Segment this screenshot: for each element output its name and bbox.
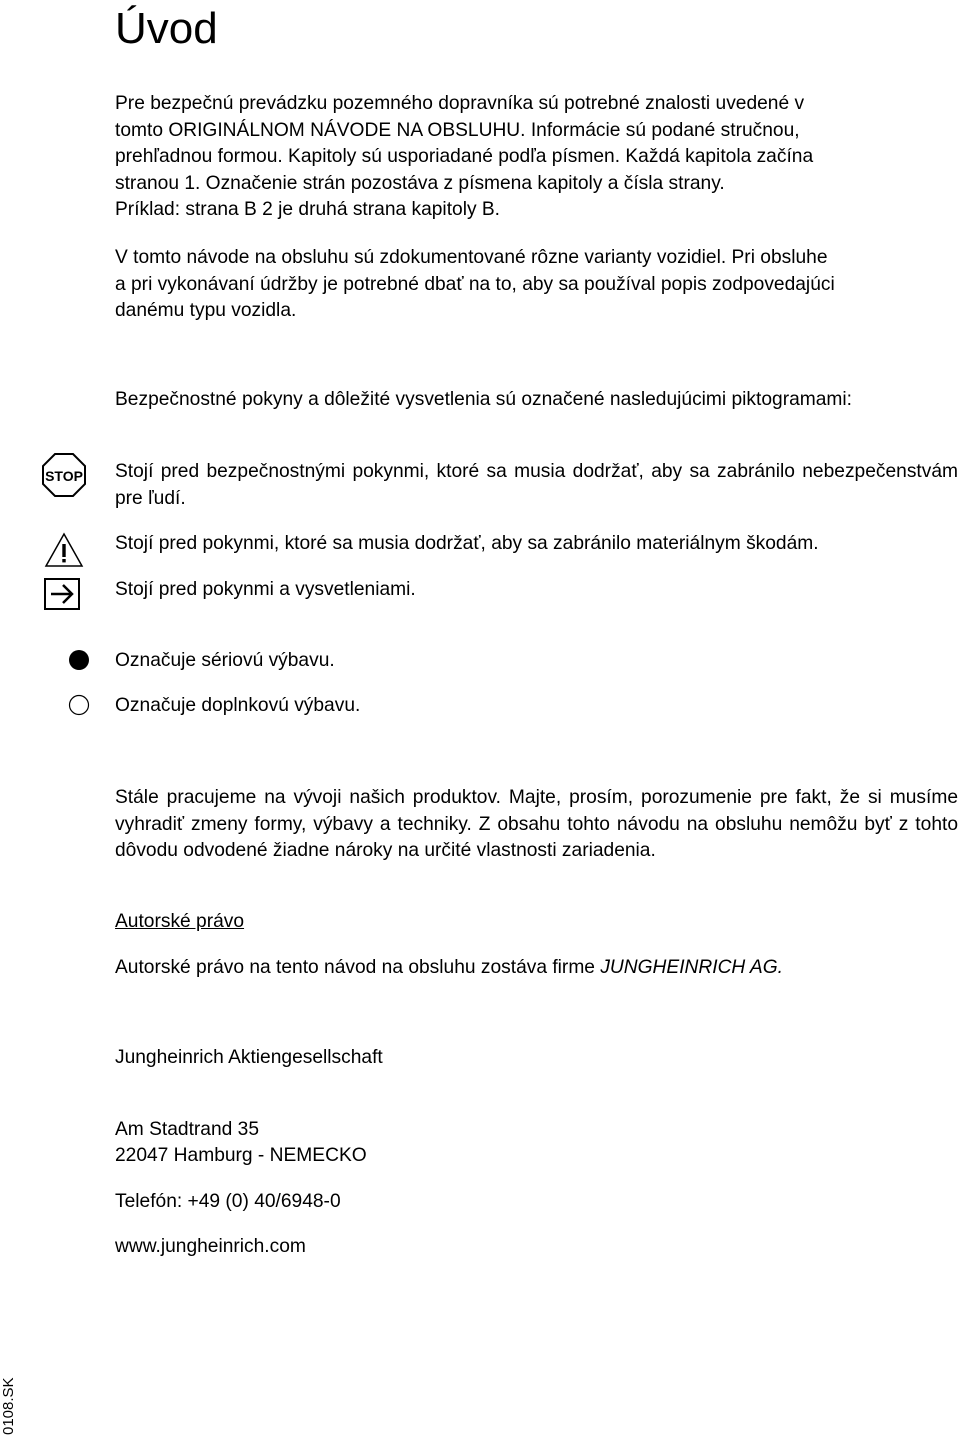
company-phone: Telefón: +49 (0) 40/6948-0	[115, 1191, 341, 1212]
company-web: www.jungheinrich.com	[115, 1236, 306, 1257]
arrow-text: Stojí pred pokynmi a vysvetleniami.	[115, 579, 416, 600]
intro-paragraph-2	[115, 245, 958, 325]
intro-line: stranou 1. Označenie strán pozostáva z písmena kapitoly a čísla strany.	[115, 172, 725, 194]
intro-paragraph-1	[115, 91, 958, 224]
warning-triangle-icon	[44, 532, 84, 568]
intro-line: prehľadnou formou. Kapitoly sú usporiadané podľa písmen. Každá kapitola začína	[115, 146, 814, 167]
intro-line: V tomto návode na obsluhu sú zdokumentované rôzne varianty vozidiel. Pri obsluhe	[115, 247, 828, 268]
stop-icon-label: STOP	[45, 468, 83, 484]
copyright-heading: Autorské právo	[115, 911, 245, 932]
filled-circle-icon	[68, 649, 90, 671]
serial-equipment-text: Označuje sériovú výbavu.	[115, 650, 335, 671]
footer-document-code: 0108.SK	[0, 1377, 17, 1435]
company-italic: JUNGHEINRICH AG.	[600, 957, 783, 978]
empty-circle-icon	[68, 694, 90, 716]
intro-line: tomto ORIGINÁLNOM NÁVODE NA OBSLUHU. Informácie sú podané stručnou,	[115, 119, 800, 141]
warning-text: Stojí pred pokynmi, ktoré sa musia dodržať, aby sa zabránilo materiálnym škodám.	[115, 533, 819, 554]
pictograms-intro: Bezpečnostné pokyny a dôležité vysvetlenia sú označené nasledujúcimi piktogramami:	[115, 389, 852, 410]
company-name: Jungheinrich Aktiengesellschaft	[115, 1047, 383, 1068]
arrow-right-icon	[44, 578, 80, 610]
company-city: 22047 Hamburg - NEMECKO	[115, 1145, 367, 1166]
stop-text: Stojí pred bezpečnostnými pokynmi, ktoré sa musia dodržať, aby sa zabránilo nebezpečenstvám pre ľudí.	[115, 461, 958, 509]
development-paragraph: Stále pracujeme na vývoji našich produktov. Majte, prosím, porozumenie pre fakt, že si musíme vyhradiť zmeny formy, výbavy a techniky. Z obsahu tohto návodu na obsluhu nemôžu byť z tohto dôvodu odvodené žiadne nároky na určité vlastnosti zariadenia.	[115, 787, 958, 861]
intro-line: danému typu vozidla.	[115, 300, 297, 321]
intro-line: Príklad: strana B 2 je druhá strana kapitoly B.	[115, 199, 501, 220]
intro-line: Pre bezpečnú prevádzku pozemného dopravníka sú potrebné znalosti uvedené v	[115, 93, 805, 114]
company-street: Am Stadtrand 35	[115, 1119, 259, 1140]
copyright-sentence: Autorské právo na tento návod na obsluhu zostáva firme	[115, 957, 601, 978]
optional-equipment-text: Označuje doplnkovú výbavu.	[115, 695, 361, 716]
intro-line: a pri vykonávaní údržby je potrebné dbať na to, aby sa používal popis zodpovedajúci	[115, 273, 835, 295]
page-title: Úvod	[115, 4, 218, 53]
stop-icon	[41, 452, 87, 498]
copyright-text	[115, 955, 958, 982]
